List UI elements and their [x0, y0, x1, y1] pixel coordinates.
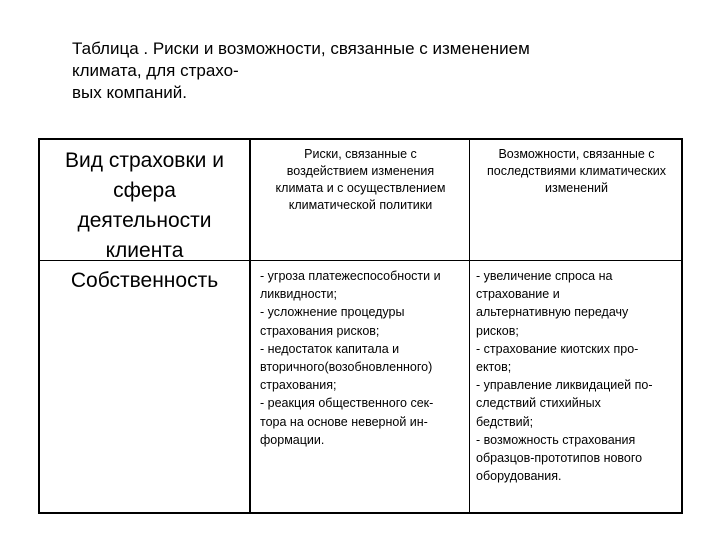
cell-line: - управление ликвидацией по-: [476, 378, 653, 393]
header-line: Вид страховки и: [65, 149, 224, 172]
cell-line: формации.: [260, 432, 325, 447]
header-line: деятельности: [77, 209, 212, 232]
cell-line: ликвидности;: [260, 287, 337, 302]
header-line: климатической политики: [288, 198, 433, 212]
cell-line: образцов-прототипов нового: [476, 451, 643, 466]
cell-line: - угроза платежеспособности и: [260, 269, 441, 283]
cell-line: страхования рисков;: [260, 323, 380, 338]
cell-line: бедствий;: [476, 414, 534, 429]
header-risks: [252, 146, 469, 214]
cell-line: ектов;: [476, 360, 512, 375]
header-line: изменений: [545, 181, 608, 195]
header-opportunities: [470, 146, 683, 197]
risks-table: [38, 138, 683, 514]
table-caption: [72, 38, 632, 104]
cell-opportunities-list: [476, 267, 681, 485]
cell-property: [40, 266, 249, 296]
cell-risks-list: [260, 267, 472, 449]
cell-line: тора на основе неверной ин-: [260, 414, 428, 429]
cell-line: - усложнение процедуры: [260, 305, 405, 320]
cell-line: следствий стихийных: [476, 396, 601, 411]
header-line: климата и с осуществлением: [275, 181, 446, 195]
column-divider: [249, 140, 251, 512]
cell-line: - увеличение спроса на: [476, 269, 613, 283]
header-line: Риски, связанные с: [304, 147, 417, 161]
header-line: клиента: [105, 239, 184, 262]
header-line: сфера: [113, 179, 176, 202]
cell-line: - возможность страхования: [476, 432, 636, 447]
cell-line: альтернативную передачу: [476, 305, 629, 320]
header-line: Возможности, связанные с: [498, 147, 655, 161]
cell-line: страхования;: [260, 378, 337, 393]
cell-line: рисков;: [476, 323, 519, 338]
caption-line: вых компаний.: [72, 83, 188, 102]
cell-line: оборудования.: [476, 469, 562, 484]
caption-line: климата, для страхо-: [72, 61, 239, 80]
cell-line: - недостаток капитала и: [260, 341, 400, 356]
header-line: последствиями климатических: [487, 164, 666, 178]
cell-line: страхование и: [476, 287, 560, 302]
header-line: воздействием изменения: [286, 164, 435, 178]
cell-line: Собственность: [70, 269, 219, 292]
header-insurance-type: [40, 146, 249, 266]
cell-line: - страхование киотских про-: [476, 341, 639, 356]
cell-line: вторичного(возобновленного): [260, 360, 433, 375]
caption-line: Таблица . Риски и возможности, связанные с изменением: [72, 39, 530, 58]
cell-line: - реакция общественного сек-: [260, 396, 434, 411]
